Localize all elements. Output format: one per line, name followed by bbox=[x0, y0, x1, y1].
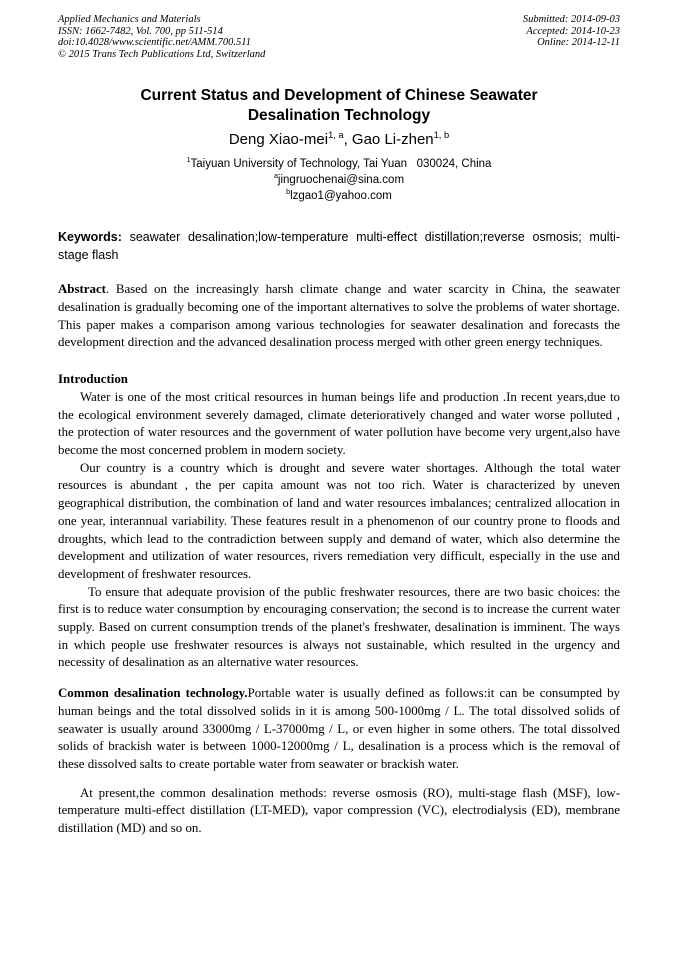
affiliation-text: Taiyuan University of Technology, Tai Yuan 030024, China bbox=[190, 158, 492, 171]
email-address-a: jingruochenai@sina.com bbox=[277, 174, 405, 187]
online-date: Online: 2014-12-11 bbox=[537, 37, 620, 49]
authors-line bbox=[58, 130, 620, 150]
submitted-date: Submitted: 2014-09-03 bbox=[522, 14, 620, 25]
keywords-text: seawater desalination;low-temperature multi-effect distillation;reverse osmosis; multi-stage flash bbox=[58, 230, 620, 262]
methods-paragraph: At present,the common desalination methods: reverse osmosis (RO), multi-stage flash (MSF), low-temperature multi-effect distillation (LT-MED), vapor compression (VC), electrodialysis (ED), membrane distillation (MD) and so on. bbox=[58, 785, 620, 836]
submission-dates bbox=[523, 14, 620, 60]
common-tech-text: Portable water is usually defined as follows:it can be consumpted by human beings and the total dissolved solids in it is among 500-1000mg / L. The total dissolved solids of seawater is usually around 33000mg / L-37000mg / L, or even higher in some others. The total dissolved solids of brackish water is between 1000-12000mg / L, desalination is a process which is the removal of these dissolved salts to create portable water from seawater or brackish water. bbox=[58, 686, 621, 771]
journal-header bbox=[58, 14, 620, 60]
author-superscript-1: 1, a bbox=[328, 130, 344, 141]
common-tech-paragraph bbox=[58, 685, 620, 774]
email-superscript-a: a bbox=[273, 172, 278, 181]
authors-separator: , bbox=[343, 131, 352, 149]
doi-line: doi:10.4028/www.scientific.net/AMM.700.511 bbox=[58, 37, 251, 49]
email-line-a bbox=[58, 172, 620, 188]
common-tech-heading: Common desalination technology. bbox=[58, 686, 248, 701]
intro-paragraph-2: Our country is a country which is drought and severe water shortages. Although the total water resources is abundant , the per capita amount was not too rich. Water is characterized by uneven geographical distribution, the combination of land and water resources imbalances; centralized allocation in one year, interannual variability. These features result in a phenomenon of our country prone to floods and droughts, which lead to the contradiction between supply and demand of water, which also determine the development and utilization of water resources, rivers remediation very difficult, especially in the use and development of freshwater resources. bbox=[58, 460, 620, 581]
affiliation-superscript: 1 bbox=[186, 156, 191, 165]
paper-title: Current Status and Development of Chinese Seawater Desalination Technology bbox=[140, 87, 538, 124]
accepted-date: Accepted: 2014-10-23 bbox=[526, 25, 620, 37]
intro-paragraph-3: To ensure that adequate provision of the public freshwater resources, there are two basic choices: the first is to reduce water consumption by encouraging conservation; the second is to increase the current water supply. Based on current consumption trends of the planet's freshwater, desalination is imminent. The ways in which people use freshwater resources is always not sustainable, which resulted in the urgency and necessity of desalination as an alternative water resources. bbox=[58, 584, 620, 670]
email-line-b bbox=[58, 188, 620, 204]
email-superscript-b: b bbox=[286, 188, 291, 197]
author-name-2: Gao Li-zhen bbox=[351, 131, 434, 149]
keywords-paragraph bbox=[58, 229, 620, 264]
keywords-label: Keywords: bbox=[58, 230, 122, 245]
author-superscript-2: 1, b bbox=[433, 130, 450, 141]
journal-info bbox=[58, 14, 265, 60]
issn-volume-line: ISSN: 1662-7482, Vol. 700, pp 511-514 bbox=[58, 25, 223, 37]
author-name-1: Deng Xiao-mei bbox=[228, 131, 329, 149]
intro-paragraph-1: Water is one of the most critical resources in human beings life and production .In recent years,due to the ecological environment severely damaged, climate deterioratively changed and water worse polluted , the protection of water resources and the government of water pollution have become very urgent,also have become the most concerned problem in modern society. bbox=[58, 389, 620, 457]
abstract-paragraph bbox=[58, 281, 620, 352]
section-heading-introduction: Introduction bbox=[58, 372, 128, 387]
abstract-label: Abstract bbox=[58, 282, 106, 297]
email-address-b: lzgao1@yahoo.com bbox=[290, 190, 392, 203]
abstract-text: . Based on the increasingly harsh climate change and water scarcity in China, the seawater desalination is gradually becoming one of the important alternatives to solve the problems of water shortage. This paper makes a comparison among various technologies for seawater desalination and forecasts the development direction and the advanced desalination process merged with other green energy techniques. bbox=[58, 282, 620, 350]
copyright-line: © 2015 Trans Tech Publications Ltd, Switzerland bbox=[58, 48, 266, 60]
affiliation-line bbox=[58, 156, 620, 172]
journal-name: Applied Mechanics and Materials bbox=[58, 14, 201, 25]
